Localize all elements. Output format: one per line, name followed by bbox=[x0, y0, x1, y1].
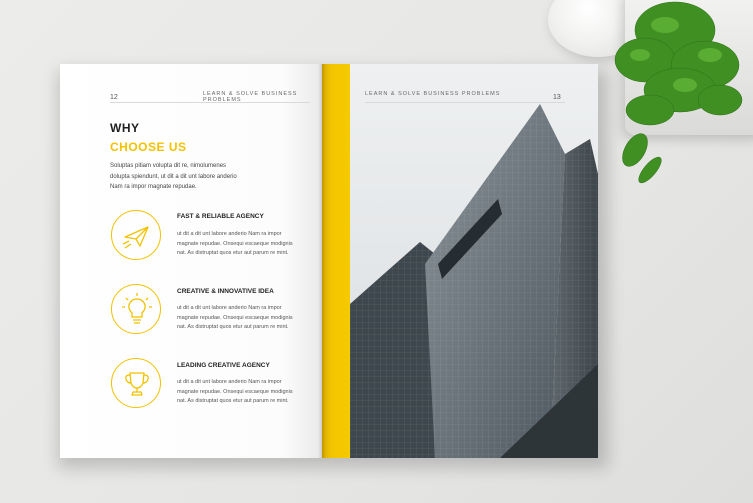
feature-line: ut dit a dit unt labore anderio Nam ra impor bbox=[177, 379, 282, 385]
potted-plant bbox=[590, 0, 753, 205]
feature-description bbox=[177, 378, 307, 407]
header-divider bbox=[110, 102, 310, 103]
page-header: LEARN & SOLVE BUSINESS PROBLEMS bbox=[203, 91, 298, 103]
intro-paragraph bbox=[110, 161, 250, 193]
feature-line: magnate repudae. Onsequi escaeque modignis bbox=[177, 314, 293, 321]
feature-line: ut dit a dit unt labore anderio Nam ra impor bbox=[177, 305, 282, 311]
feature-description bbox=[177, 230, 307, 259]
light-bulb-icon bbox=[111, 284, 161, 334]
trophy-icon bbox=[111, 358, 161, 408]
feature-line: ut dit a dit unt labore anderio Nam ra impor bbox=[177, 231, 282, 237]
intro-line: dolupta spiendunt, ut dit a dit unt labore anderio bbox=[110, 173, 237, 180]
feature-title: LEADING CREATIVE AGENCY bbox=[177, 362, 270, 369]
page-number: 13 bbox=[553, 94, 561, 101]
intro-line: Nam ra impor magnate repudae. bbox=[110, 184, 197, 190]
paper-plane-icon bbox=[111, 210, 161, 260]
section-title-accent: CHOOSE US bbox=[110, 140, 187, 154]
feature-line: nat. As distruptat quos etur aut parum re mint. bbox=[177, 324, 289, 330]
section-title: WHY bbox=[110, 121, 140, 135]
skyscraper-photo bbox=[350, 64, 598, 458]
yellow-accent-band bbox=[322, 64, 350, 458]
header-divider bbox=[365, 102, 565, 103]
feature-line: magnate repudae. Onsequi escaeque modignis bbox=[177, 388, 293, 395]
page-number: 12 bbox=[110, 94, 118, 101]
feature-line: nat. As distruptat quos etur aut parum re mint. bbox=[177, 398, 289, 404]
page-header: LEARN & SOLVE BUSINESS PROBLEMS bbox=[365, 91, 501, 97]
feature-title: FAST & RELIABLE AGENCY bbox=[177, 213, 264, 220]
intro-line: Soluptas pitiam volupta dit re, nimolumenes bbox=[110, 163, 227, 169]
feature-line: nat. As distruptat quos etur aut parum re mint. bbox=[177, 250, 289, 256]
book-gutter bbox=[318, 64, 326, 458]
left-page bbox=[60, 64, 322, 458]
feature-description bbox=[177, 304, 307, 333]
feature-title: CREATIVE & INNOVATIVE IDEA bbox=[177, 288, 274, 295]
feature-line: magnate repudae. Onsequi escaeque modignis bbox=[177, 240, 293, 247]
